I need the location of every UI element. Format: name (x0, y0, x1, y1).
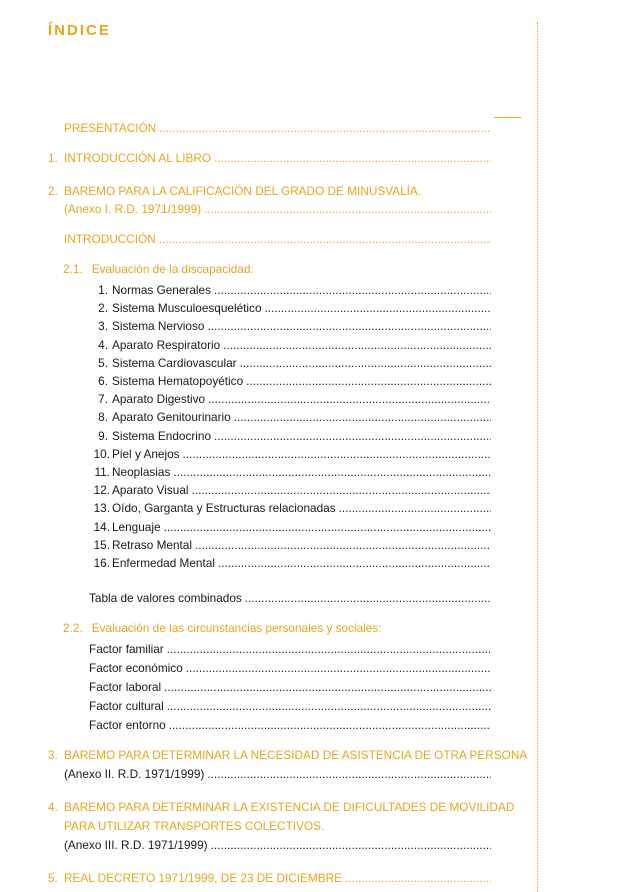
toc-entry-factor[interactable] (89, 718, 491, 733)
subsection-2-1[interactable] (63, 262, 254, 277)
toc-entry-factor[interactable] (89, 680, 491, 695)
toc-entry-anexo-ii[interactable] (64, 767, 491, 782)
toc-entry-label: (Anexo I. R.D. 1971/1999) (64, 202, 202, 216)
toc-entry-item[interactable] (112, 301, 491, 316)
toc-entry-label: Aparato Digestivo (112, 392, 206, 407)
toc-entry-label: Sistema Endocrino (112, 428, 212, 443)
toc-entry-label: INTRODUCCIÓN (64, 232, 156, 246)
subsection-label: Evaluación de las circunstancias personales y sociales: (91, 621, 382, 635)
page-number-rule (494, 117, 521, 118)
item-number: 11. (94, 465, 110, 479)
dot-leader (183, 447, 491, 462)
page-title: ÍNDICE (48, 22, 111, 39)
toc-entry-item[interactable] (112, 392, 491, 407)
toc-entry-factor[interactable] (89, 699, 491, 714)
toc-entry-presentacion[interactable] (64, 121, 491, 136)
toc-entry-label: Enfermedad Mental (112, 556, 215, 570)
dot-leader (207, 767, 491, 782)
toc-entry-label: Aparato Visual (112, 483, 189, 498)
toc-entry-label: Sistema Nervioso (112, 319, 205, 334)
toc-entry-label: REAL DECRETO 1971/1999, DE 23 DE DICIEMBRE (64, 871, 342, 885)
dot-leader (208, 392, 491, 407)
dot-leader (169, 718, 491, 733)
toc-entry-label: Factor entorno (89, 718, 166, 732)
dot-leader (223, 338, 491, 353)
toc-entry-label: (Anexo III. R.D. 1971/1999) (64, 838, 208, 852)
toc-entry-label: Sistema Hematopoyético (112, 374, 244, 388)
toc-entry-item[interactable] (112, 483, 491, 498)
dot-leader (265, 301, 491, 316)
toc-entry-label: Lenguaje (112, 519, 161, 534)
toc-entry-item[interactable] (112, 356, 491, 371)
toc-entry-item[interactable] (112, 447, 491, 462)
toc-entry-label: Factor cultural (89, 699, 164, 713)
dot-leader (339, 501, 491, 516)
toc-entry-item[interactable] (112, 520, 491, 535)
subsection-number: 2.2. (63, 621, 83, 635)
toc-entry-item[interactable] (112, 283, 491, 298)
dot-leader (214, 429, 491, 444)
toc-entry-factor[interactable] (89, 642, 491, 657)
dot-leader (345, 871, 491, 886)
toc-entry-item[interactable] (112, 501, 491, 516)
toc-entry-baremo-movilidad-cont[interactable] (64, 819, 324, 834)
toc-entry-factor[interactable] (89, 661, 491, 676)
dot-leader (245, 591, 491, 606)
dot-leader (164, 680, 491, 695)
toc-entry-item[interactable] (112, 338, 491, 353)
item-number: 9. (98, 428, 108, 443)
toc-entry-label: Tabla de valores combinados (89, 591, 242, 605)
toc-entry-baremo-movilidad[interactable] (64, 800, 514, 815)
toc-entry-label: Oído, Garganta y Estructuras relacionadas (112, 501, 336, 516)
toc-entry-label: Sistema Musculoesquelético (112, 301, 262, 316)
toc-entry-label: Factor laboral (89, 680, 162, 694)
dot-leader (167, 699, 491, 714)
dot-leader (214, 151, 491, 166)
dot-leader (164, 520, 491, 535)
section-number: 2. (48, 184, 58, 198)
toc-entry-baremo-minusvalia[interactable] (64, 184, 421, 199)
toc-entry-label: Normas Generales (112, 283, 212, 297)
item-number: 3. (98, 319, 108, 334)
item-number: 10. (93, 446, 110, 461)
item-number: 8. (98, 410, 108, 425)
item-number: 6. (98, 374, 108, 388)
section-number: 1. (48, 151, 58, 165)
toc-entry-item[interactable] (112, 374, 491, 389)
item-number: 16. (93, 556, 110, 570)
toc-entry-label: INTRODUCCIÓN AL LIBRO (64, 151, 212, 165)
toc-entry-label: Sistema Cardiovascular (112, 355, 237, 370)
item-number: 12. (93, 483, 110, 498)
dot-leader (246, 374, 491, 389)
toc-entry-label: PARA UTILIZAR TRANSPORTES COLECTIVOS. (64, 819, 325, 833)
dot-leader (159, 232, 491, 247)
toc-entry-item[interactable] (112, 465, 491, 480)
toc-entry-label: Factor familiar (89, 642, 164, 656)
toc-entry-label: Neoplasias (112, 465, 171, 479)
toc-entry-label: Aparato Genitourinario (112, 410, 231, 425)
dot-leader (240, 356, 491, 371)
dot-leader (192, 483, 491, 498)
margin-dotted-rule (537, 22, 538, 892)
item-number: 7. (98, 392, 108, 407)
toc-entry-label: Aparato Respiratorio (112, 337, 221, 352)
toc-entry-item[interactable] (112, 319, 491, 334)
toc-entry-item[interactable] (112, 556, 491, 571)
toc-entry-label: Factor económico (89, 661, 183, 675)
item-number: 2. (98, 301, 108, 316)
item-number: 4. (98, 337, 108, 352)
toc-entry-label: (Anexo II. R.D. 1971/1999) (64, 767, 205, 781)
item-number: 15. (93, 537, 110, 552)
toc-entry-label: PRESENTACIÓN (64, 121, 157, 135)
item-number: 14. (93, 519, 110, 534)
toc-entry-label: BAREMO PARA LA CALIFICACIÓN DEL GRADO DE MINUSVALÍA. (64, 184, 422, 198)
toc-entry-item[interactable] (112, 538, 491, 553)
toc-entry-tabla-valores[interactable] (89, 591, 491, 606)
item-number: 13. (93, 501, 110, 516)
toc-entry-item[interactable] (112, 410, 491, 425)
toc-entry-anexo-iii[interactable] (64, 838, 491, 853)
toc-entry-anexo-i[interactable] (64, 202, 491, 217)
section-number: 5. (48, 871, 58, 885)
subsection-number: 2.1. (63, 262, 83, 276)
toc-entry-label: BAREMO PARA DETERMINAR LA NECESIDAD DE ASISTENCIA DE OTRA PERSONA (64, 748, 528, 762)
toc-entry-introduccion-libro[interactable] (64, 151, 491, 166)
dot-leader (159, 121, 491, 136)
dot-leader (204, 202, 491, 217)
item-number: 5. (98, 355, 108, 370)
toc-entry-label: Piel y Anejos (112, 446, 180, 461)
dot-leader (195, 538, 491, 553)
dot-leader (207, 319, 491, 334)
toc-entry-label: BAREMO PARA DETERMINAR LA EXISTENCIA DE DIFICULTADES DE MOVILIDAD (64, 800, 515, 814)
dot-leader (214, 283, 491, 298)
toc-entry-baremo-asistencia[interactable] (64, 748, 527, 763)
dot-leader (234, 410, 491, 425)
item-number: 1. (98, 283, 108, 297)
toc-entry-introduccion[interactable] (64, 232, 491, 247)
section-number: 4. (48, 800, 58, 814)
toc-entry-label: Retraso Mental (112, 537, 192, 552)
dot-leader (167, 642, 491, 657)
dot-leader (186, 661, 491, 676)
dot-leader (218, 556, 491, 571)
section-number: 3. (48, 748, 58, 762)
subsection-2-2[interactable] (63, 621, 382, 636)
dot-leader (211, 838, 491, 853)
subsection-label: Evaluación de la discapacidad: (91, 262, 254, 276)
toc-entry-item[interactable] (112, 429, 491, 444)
dot-leader (173, 465, 491, 480)
toc-entry-real-decreto[interactable] (64, 871, 491, 886)
